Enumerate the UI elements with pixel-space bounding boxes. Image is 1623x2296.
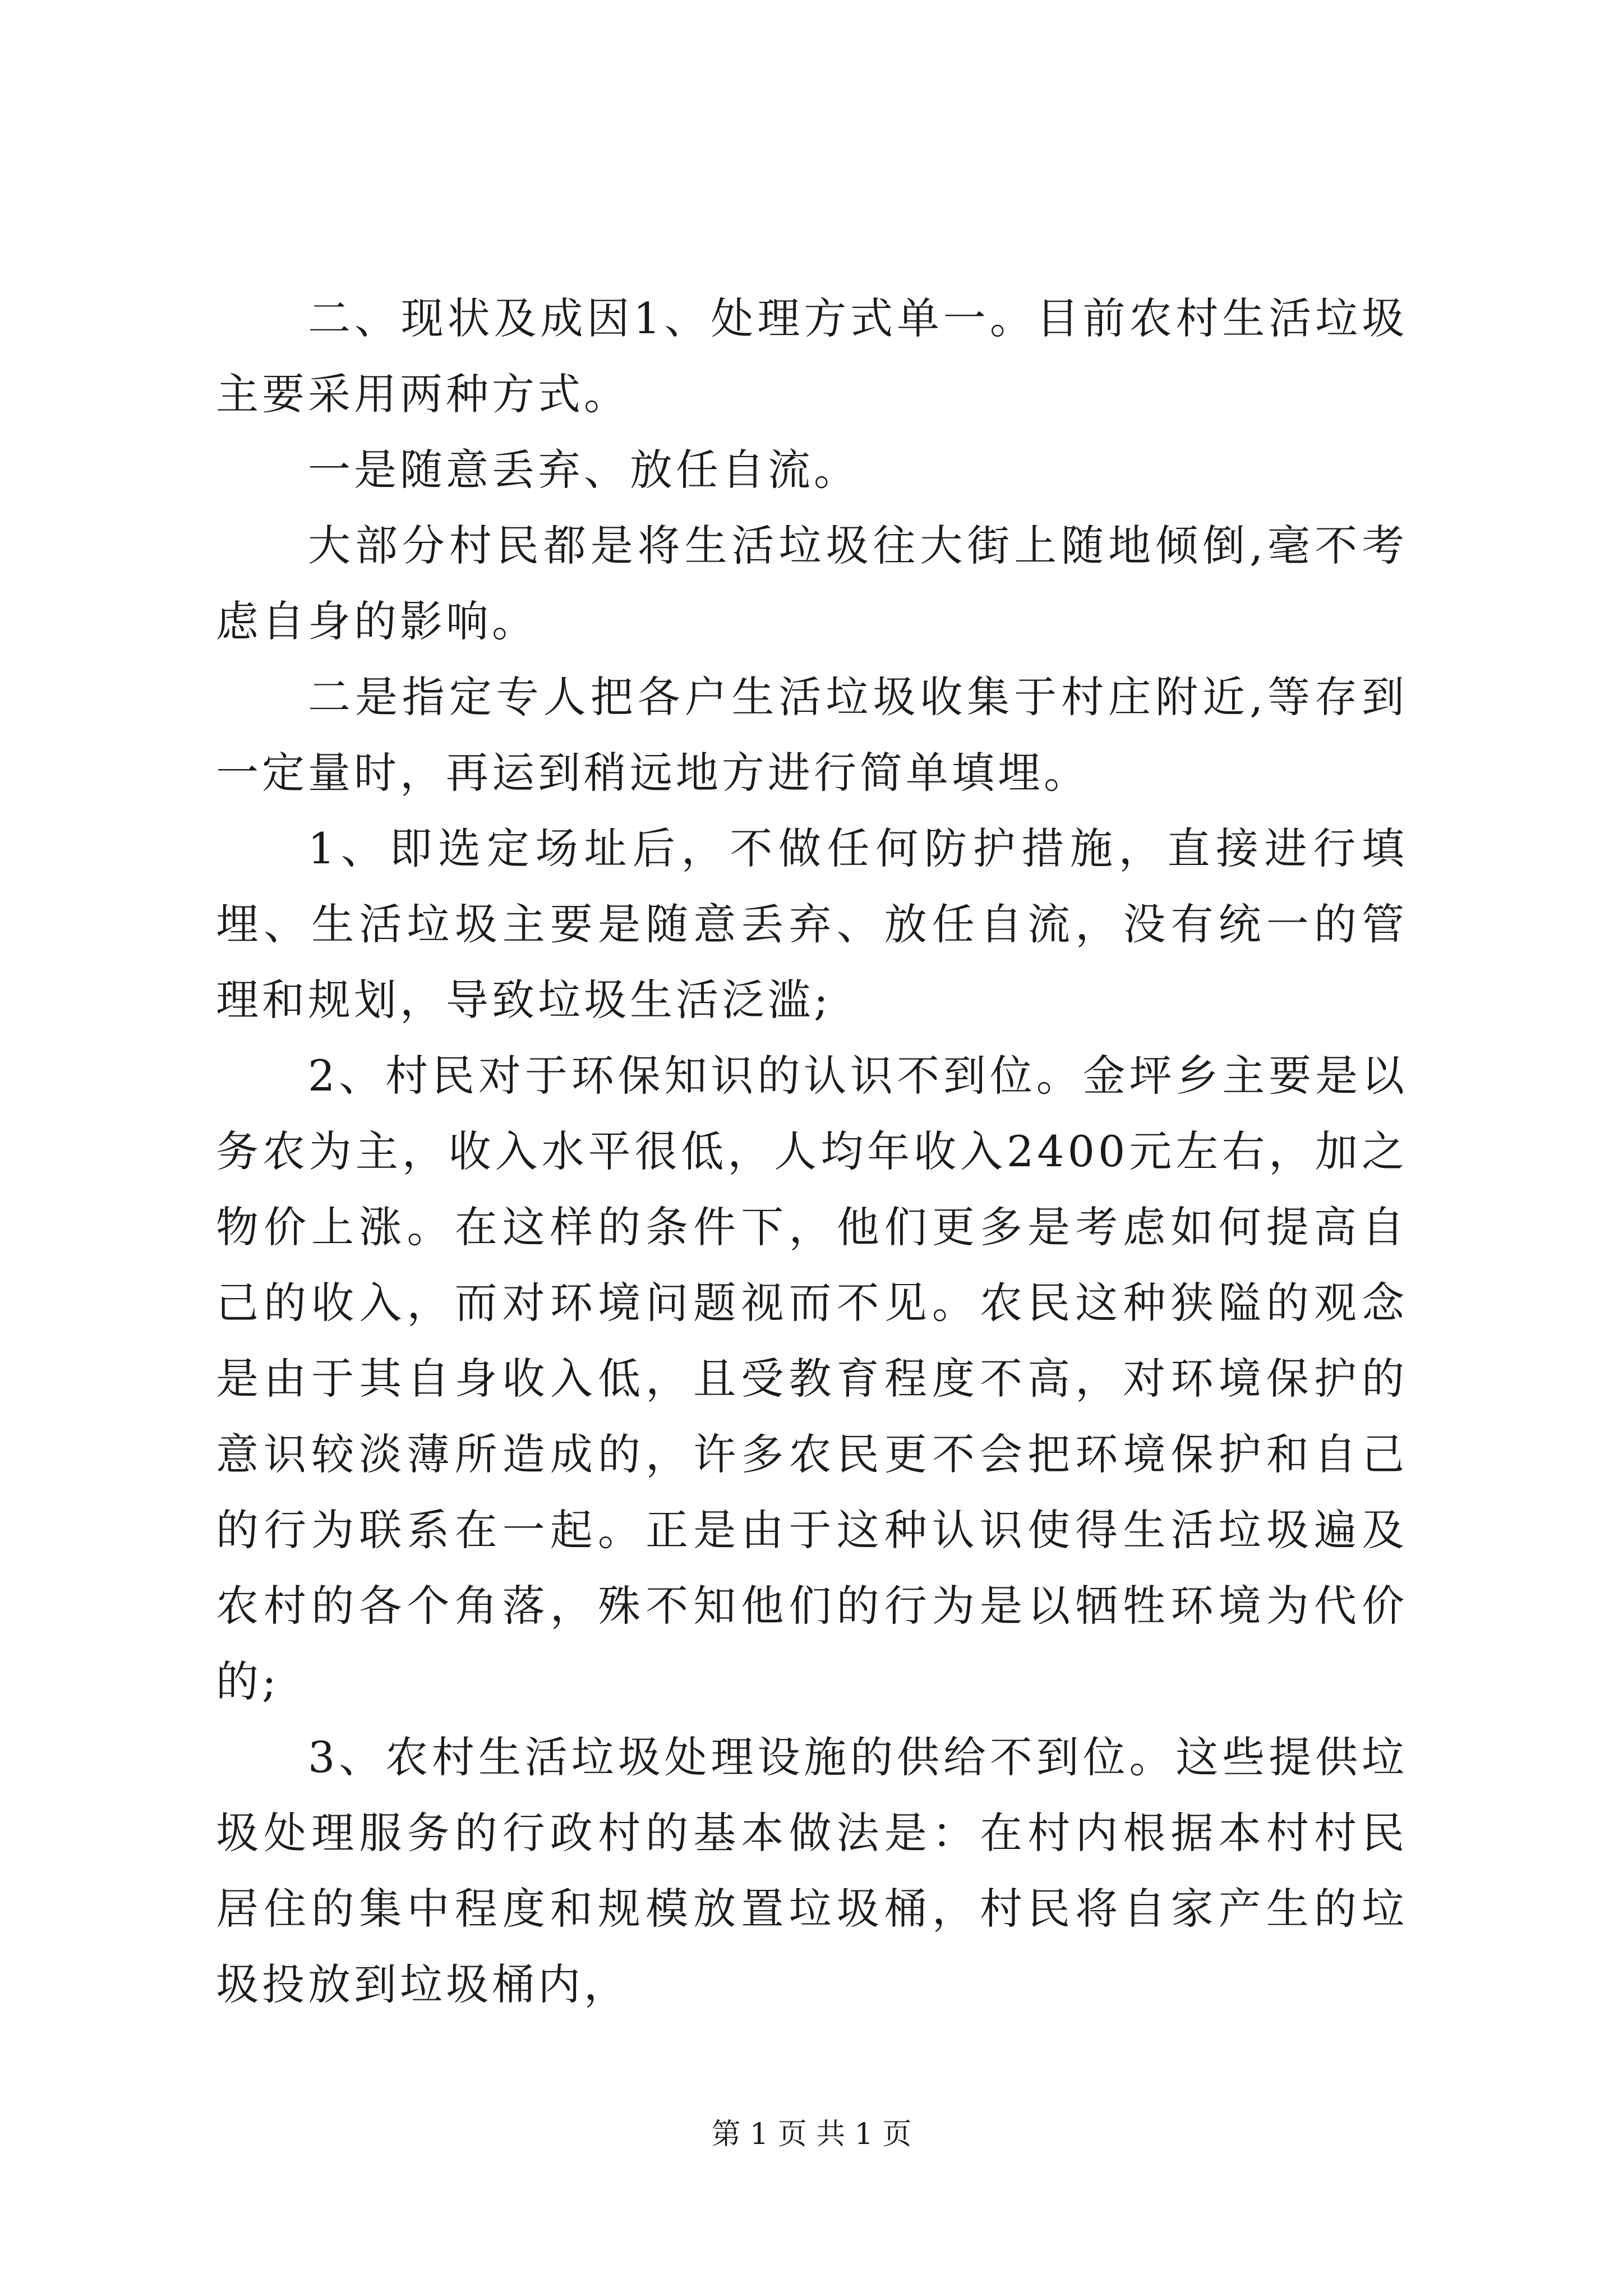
paragraph-6: 2、村民对于环保知识的认识不到位。金坪乡主要是以务农为主，收入水平很低，人均年收入2400元左右，加之物价上涨。在这样的条件下，他们更多是考虑如何提高自己的收入，而对环境问题视而不见。农民这种狭隘的观念是由于其自身收入低，且受教育程度不高，对环境保护的意识较淡薄所造成的，许多农民更不会把环境保护和自己的行为联系在一起。正是由于这种认识使得生活垃圾遍及农村的各个角落，殊不知他们的行为是以牺牲环境为代价的; xyxy=(216,1051,1408,1706)
paragraph-7: 3、农村生活垃圾处理设施的供给不到位。这些提供垃圾处理服务的行政村的基本做法是：在村内根据本村村民居住的集中程度和规模放置垃圾桶，村民将自家产生的垃圾投放到垃圾桶内， xyxy=(216,1732,1408,2009)
paragraph-4: 二是指定专人把各户生活垃圾收集于村庄附近,等存到一定量时，再运到稍远地方进行简单填埋。 xyxy=(216,672,1408,798)
paragraph-5: 1、即选定场址后，不做任何防护措施，直接进行填埋、生活垃圾主要是随意丢弃、放任自流，没有统一的管理和规划，导致垃圾生活泛滥; xyxy=(216,823,1408,1025)
paragraph-1: 二、现状及成因1、处理方式单一。目前农村生活垃圾主要采用两种方式。 xyxy=(216,293,1408,419)
document-body xyxy=(216,280,1408,2022)
paragraph-3: 大部分村民都是将生活垃圾往大街上随地倾倒,毫不考虑自身的影响。 xyxy=(216,521,1408,646)
paragraph-2: 一是随意丢弃、放任自流。 xyxy=(308,445,860,495)
page-footer: 第 1 页 共 1 页 xyxy=(711,2118,912,2151)
